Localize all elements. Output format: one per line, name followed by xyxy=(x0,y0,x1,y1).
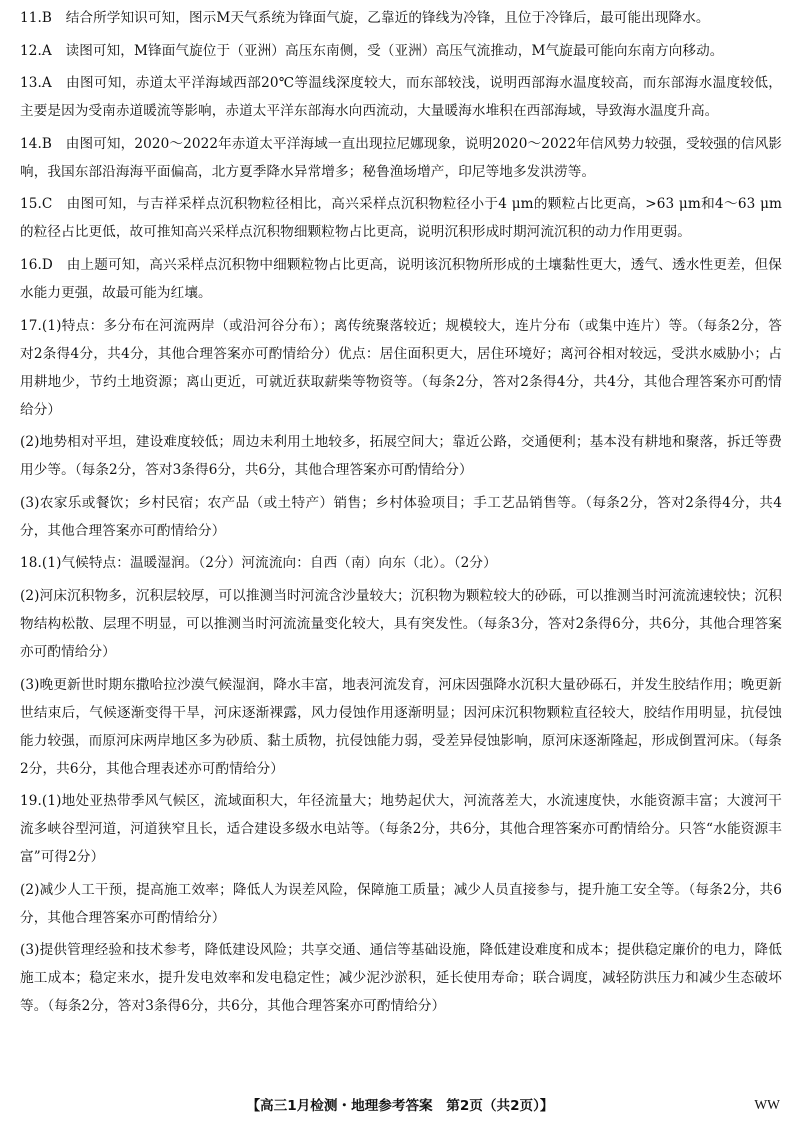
answer-17-part-3: (3)农家乐或餐饮；乡村民宿；农产品（或土特产）销售；乡村体验项目；手工艺品销售等。（每条2分，答对2条得4分，共4分，其他合理答案亦可酌情给分） xyxy=(20,494,782,539)
footer-mark: WW xyxy=(754,1097,780,1112)
answer-content xyxy=(20,4,782,1025)
answer-18-part-1: 18.(1)气候特点：温暖湿润。（2分）河流流向：自西（南）向东（北）。（2分） xyxy=(20,555,497,572)
answer-17-part-2: (2)地势相对平坦，建设难度较低；周边未利用土地较多，拓展空间大；靠近公路，交通便利；基本没有耕地和聚落，拆迁等费用少等。（每条2分，答对3条得6分，共6分，其他合理答案亦可酌情给分） xyxy=(20,434,782,479)
answer-18-part-2: (2)河床沉积物多，沉积层较厚，可以推测当时河流含沙量较大；沉积物为颗粒较大的砂砾，可以推测当时河流流速较快；沉积物结构松散、层理不明显，可以推测当时河流流量变化较大，具有突发性。（每条3分，答对2条得6分，共6分，其他合理答案亦可酌情给分） xyxy=(20,587,782,660)
answer-14: 14.B 由图可知，2020～2022年赤道太平洋海域一直出现拉尼娜现象，说明2020～2022年信风势力较强，受较强的信风影响，我国东部沿海海平面偏高，北方夏季降水异常增多；秘鲁渔场增产，印尼等地多发洪涝等。 xyxy=(20,135,782,180)
answer-13: 13.A 由图可知，赤道太平洋海域西部20℃等温线深度较大，而东部较浅，说明西部海水温度较高，而东部海水温度较低，主要是因为受南赤道暖流等影响，赤道太平洋东部海水向西流动，大量暖海水堆积在西部海域，导致海水温度升高。 xyxy=(20,75,782,120)
answer-19-part-2: (2)减少人工干预，提高施工效率；降低人为误差风险，保障施工质量；减少人员直接参与，提升施工安全等。（每条2分，共6分，其他合理答案亦可酌情给分） xyxy=(20,881,782,926)
answer-11: 11.B 结合所学知识可知，图示M天气系统为锋面气旋，乙靠近的锋线为冷锋，且位于冷锋后，最可能出现降水。 xyxy=(20,10,710,26)
answer-19-part-1: 19.(1)地处亚热带季风气候区，流域面积大，年径流量大；地势起伏大，河流落差大，水流速度快，水能资源丰富；大渡河干流多峡谷型河道，河道狭窄且长，适合建设多级水电站等。（每条2分，共6分，其他合理答案亦可酌情给分。只答“水能资源丰富”可得2分） xyxy=(20,793,782,866)
answer-12: 12.A 读图可知，M锋面气旋位于（亚洲）高压东南侧，受（亚洲）高压气流推动，M气旋最可能向东南方向移动。 xyxy=(20,42,724,59)
page-footer-title: 【高三1月检测・地理参考答案 第2页（共2页）】 xyxy=(246,1098,554,1114)
answer-16: 16.D 由上题可知，高兴采样点沉积物中细颗粒物占比更高，说明该沉积物所形成的土壤黏性更大，透气、透水性更差，但保水能力更强，故最可能为红壤。 xyxy=(20,256,782,301)
answer-18-part-3: (3)晚更新世时期东撒哈拉沙漠气候湿润，降水丰富，地表河流发育，河床因强降水沉积大量砂砾石，并发生胶结作用；晚更新世结束后，气候逐渐变得干旱，河床逐渐裸露，风力侵蚀作用逐渐明显；因河床沉积物颗粒直径较大，胶结作用明显，抗侵蚀能力较强，而原河床两岸地区多为砂质、黏土质物，抗侵蚀能力弱，受差异侵蚀影响，原河床逐渐隆起，形成倒置河床。（每条2分，共6分，其他合理表述亦可酌情给分） xyxy=(20,676,782,777)
answer-15: 15.C 由图可知，与吉祥采样点沉积物粒径相比，高兴采样点沉积物粒径小于4 μm的颗粒占比更高，>63 μm和4～63 μm的粒径占比更低，故可推知高兴采样点沉积物细颗粒物占比更高，说明沉积形成时期河流沉积的动力作用更弱。 xyxy=(20,196,782,241)
answer-17-part-1: 17.(1)特点：多分布在河流两岸（或沿河谷分布）；离传统聚落较近；规模较大，连片分布（或集中连片）等。（每条2分，答对2条得4分，共4分，其他合理答案亦可酌情给分）优点：居住面积更大，居住环境好；离河谷相对较远，受洪水威胁小；占用耕地少，节约土地资源；离山更近，可就近获取薪柴等物资等。（每条2分，答对2条得4分，共4分，其他合理答案亦可酌情给分） xyxy=(20,317,782,418)
answer-19-part-3: (3)提供管理经验和技术参考，降低建设风险；共享交通、通信等基础设施，降低建设难度和成本；提供稳定廉价的电力，降低施工成本；稳定来水，提升发电效率和发电稳定性；减少泥沙淤积，延长使用寿命；联合调度，减轻防洪压力和减少生态破坏等。（每条2分，答对3条得6分，共6分，其他合理答案亦可酌情给分） xyxy=(20,942,782,1015)
